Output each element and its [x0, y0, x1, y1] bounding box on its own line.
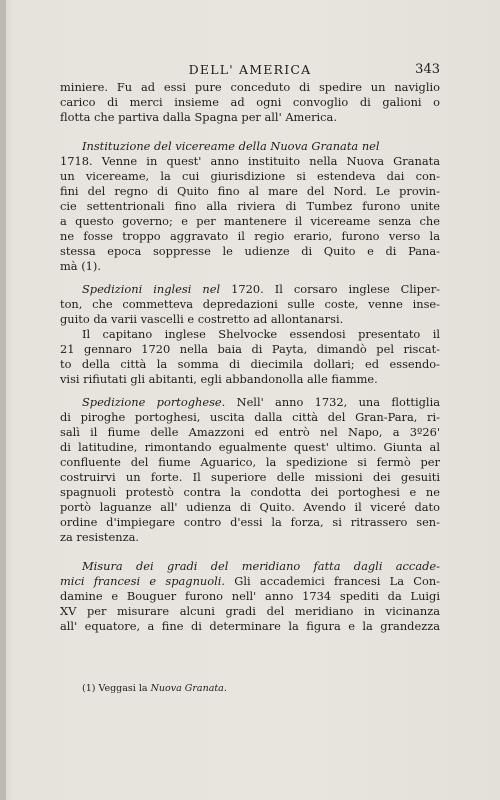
text-line: di piroghe portoghesi, uscita dalla città del Gran-Para, ri- [60, 410, 440, 424]
text-line: cie settentrionali fino alla riviera di Tumbez furono unite [60, 199, 440, 213]
running-title: DELL' AMERICA [188, 62, 312, 77]
section-heading-line [60, 574, 440, 589]
text-line: carico di merci insieme ad ogni convoglio di galioni o [60, 95, 440, 109]
text-line: stessa epoca soppresse le udienze di Quito e di Pana- [60, 244, 440, 258]
text-line: confluente del fiume Aguarico, la spedizione si fermò per [60, 455, 440, 469]
text-line: di latitudine, rimontando egualmente quest' ultimo. Giunta al [60, 440, 440, 454]
text-line: Il capitano inglese Shelvocke essendosi presentato il [82, 327, 440, 341]
section-heading-line [60, 139, 440, 154]
section-heading-line [60, 282, 440, 297]
footnote [82, 683, 227, 694]
text-line: ne fosse troppo aggravato il regio erario, furono verso la [60, 229, 440, 243]
text-line: ordine d'impiegare contro d'essi la forza, si ritrassero sen- [60, 515, 440, 529]
text-line: 21 gennaro 1720 nella baia di Payta, dimandò pel riscat- [60, 342, 440, 356]
text-run: Nell' anno 1732, una flottiglia [225, 395, 440, 409]
text-line: all' equatore, a fine di determinare la figura e la grandezza [60, 619, 440, 633]
text-line: costruirvi un forte. Il superiore delle missioni dei gesuiti [60, 470, 440, 484]
text-line: a questo governo; e per mantenere il vicereame senza che [60, 214, 440, 228]
footnote-marker: (1) Veggasi la [82, 683, 151, 694]
text-run: Gli accademici francesi La Con- [225, 574, 440, 588]
section-heading: Spedizione portoghese. [82, 395, 226, 409]
section-heading: Misura dei gradi del meridiano fatta dagli accade- [82, 559, 440, 573]
text-line: to della città la somma di diecimila dollari; ed essendo- [60, 357, 440, 371]
section-heading: Instituzione del vicereame della Nuova Granata nel [82, 139, 380, 153]
text-line: miniere. Fu ad essi pure conceduto di spedire un naviglio [60, 80, 440, 94]
text-run: 1720. Il corsaro inglese Cliper- [220, 282, 440, 296]
text-line: spagnuoli protestò contra la condotta dei portoghesi e ne [60, 485, 440, 499]
text-line: fini del regno di Quito fino al mare del Nord. Le provin- [60, 184, 440, 198]
text-line: salì il fiume delle Amazzoni ed entrò nel Napo, a 3º26' [60, 425, 440, 439]
footnote-reference: Nuova Granata. [150, 683, 227, 694]
section-heading-line [60, 559, 440, 574]
text-line: mà (1). [60, 259, 101, 273]
text-line: visi rifiutati gli abitanti, egli abbandonolla alle fiamme. [60, 372, 378, 386]
text-line: damine e Bouguer furono nell' anno 1734 spediti da Luigi [60, 589, 440, 603]
page-number: 343 [415, 62, 440, 77]
section-heading-line [60, 395, 440, 410]
text-line: za resistenza. [60, 530, 140, 544]
text-line: flotta che partiva dalla Spagna per all' America. [60, 110, 337, 124]
page-header [60, 62, 440, 78]
section-heading: mici francesi e spagnuoli. [60, 574, 226, 588]
text-line: un vicereame, la cui giurisdizione si estendeva dai con- [60, 169, 440, 183]
body-text [60, 80, 440, 634]
text-line: 1718. Venne in quest' anno instituito nella Nuova Granata [60, 154, 440, 168]
section-heading: Spedizioni inglesi nel [82, 282, 221, 296]
text-line: portò laguanze all' udienza di Quito. Avendo il viceré dato [60, 500, 440, 514]
text-line: ton, che commetteva depredazioni sulle coste, venne inse- [60, 297, 440, 311]
text-line: XV per misurare alcuni gradi del meridiano in vicinanza [60, 604, 440, 618]
text-line: guito da varii vascelli e costretto ad allontanarsi. [60, 312, 344, 326]
page-spine-shadow [0, 0, 6, 800]
